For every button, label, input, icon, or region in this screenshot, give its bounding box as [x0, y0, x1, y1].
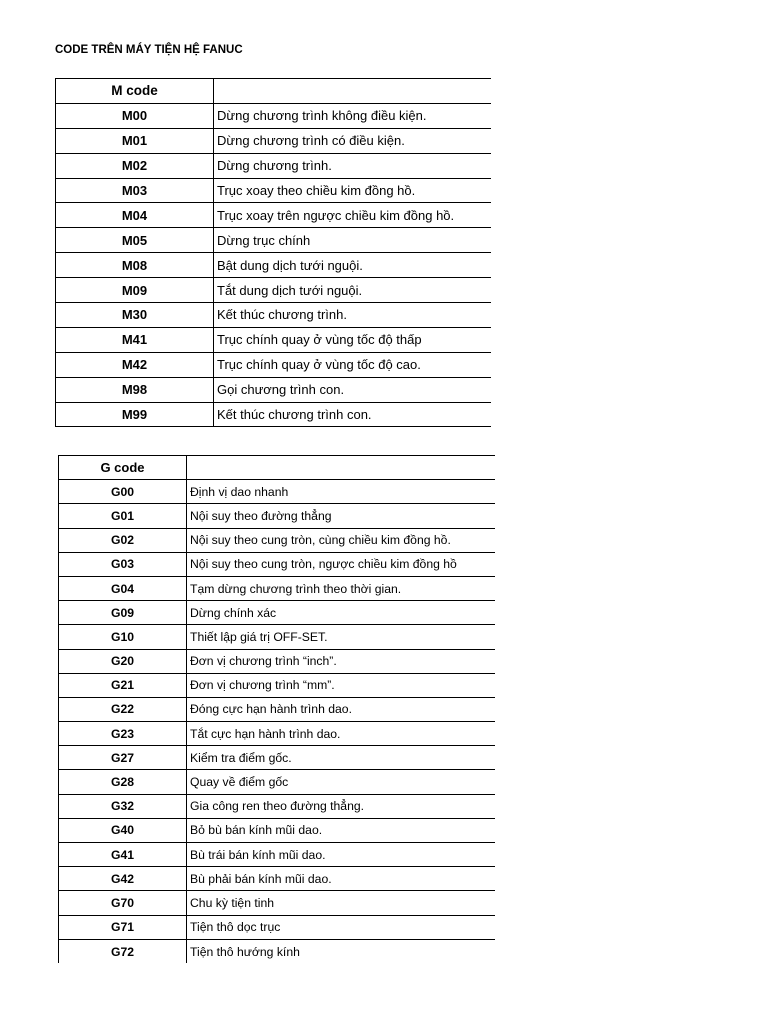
- description-cell: Chu kỳ tiện tinh: [187, 891, 495, 915]
- description-cell: Dừng trục chính: [214, 228, 491, 253]
- description-cell: Đơn vị chương trình “inch”.: [187, 649, 495, 673]
- code-cell: G10: [59, 625, 187, 649]
- g-code-table: [58, 455, 495, 963]
- code-cell: M41: [56, 327, 214, 352]
- description-cell: Trục xoay trên ngược chiều kim đồng hồ.: [214, 203, 491, 228]
- code-cell: G00: [59, 480, 187, 504]
- table-row: [56, 352, 491, 377]
- code-cell: G09: [59, 601, 187, 625]
- code-cell: G42: [59, 867, 187, 891]
- description-cell: Nội suy theo đường thẳng: [187, 504, 495, 528]
- description-cell: Bù phải bán kính mũi dao.: [187, 867, 495, 891]
- description-cell: Quay về điểm gốc: [187, 770, 495, 794]
- table-row: [59, 673, 495, 697]
- code-cell: M99: [56, 402, 214, 427]
- table-row: [59, 818, 495, 842]
- description-cell: Bù trái bán kính mũi dao.: [187, 843, 495, 867]
- table-row: [56, 178, 491, 203]
- code-cell: M03: [56, 178, 214, 203]
- description-cell: Kết thúc chương trình.: [214, 303, 491, 328]
- table-row: [59, 770, 495, 794]
- description-cell: Trục chính quay ở vùng tốc độ cao.: [214, 352, 491, 377]
- table-row: [59, 915, 495, 939]
- code-cell: M00: [56, 103, 214, 128]
- code-cell: G04: [59, 576, 187, 600]
- table-header-row: [56, 79, 491, 104]
- table-row: [59, 867, 495, 891]
- description-cell: Dừng chính xác: [187, 601, 495, 625]
- code-cell: M02: [56, 153, 214, 178]
- table-row: [56, 278, 491, 303]
- code-cell: G21: [59, 673, 187, 697]
- code-cell: M98: [56, 377, 214, 402]
- code-cell: G02: [59, 528, 187, 552]
- description-cell: Tạm dừng chương trình theo thời gian.: [187, 576, 495, 600]
- table-row: [59, 697, 495, 721]
- description-cell: Đơn vị chương trình “mm”.: [187, 673, 495, 697]
- m-code-table-body: [56, 79, 491, 427]
- description-cell: Nội suy theo cung tròn, cùng chiều kim đồng hồ.: [187, 528, 495, 552]
- code-cell: G32: [59, 794, 187, 818]
- g-code-header: G code: [59, 456, 187, 480]
- document-title: CODE TRÊN MÁY TIỆN HỆ FANUC: [55, 44, 243, 56]
- description-cell: Kiểm tra điểm gốc.: [187, 746, 495, 770]
- table-row: [59, 625, 495, 649]
- description-cell: Định vị dao nhanh: [187, 480, 495, 504]
- m-code-table: [55, 78, 491, 427]
- table-row: [56, 128, 491, 153]
- code-cell: G20: [59, 649, 187, 673]
- table-row: [59, 504, 495, 528]
- description-cell: Bật dung dịch tưới nguội.: [214, 253, 491, 278]
- code-cell: G01: [59, 504, 187, 528]
- code-cell: G27: [59, 746, 187, 770]
- m-code-header: M code: [56, 79, 214, 104]
- description-cell: Nội suy theo cung tròn, ngược chiều kim đồng hồ: [187, 552, 495, 576]
- table-row: [59, 649, 495, 673]
- code-cell: G23: [59, 722, 187, 746]
- code-cell: G22: [59, 697, 187, 721]
- table-row: [59, 843, 495, 867]
- code-cell: G71: [59, 915, 187, 939]
- code-cell: G41: [59, 843, 187, 867]
- code-cell: M01: [56, 128, 214, 153]
- table-row: [59, 939, 495, 963]
- code-cell: M05: [56, 228, 214, 253]
- table-row: [59, 794, 495, 818]
- table-row: [59, 601, 495, 625]
- description-cell: Dừng chương trình có điều kiện.: [214, 128, 491, 153]
- table-row: [59, 891, 495, 915]
- table-row: [59, 722, 495, 746]
- code-cell: M09: [56, 278, 214, 303]
- table-row: [56, 103, 491, 128]
- code-cell: G72: [59, 939, 187, 963]
- table-row: [56, 303, 491, 328]
- code-cell: M42: [56, 352, 214, 377]
- description-cell: Tiện thô dọc trục: [187, 915, 495, 939]
- table-row: [56, 377, 491, 402]
- code-cell: G28: [59, 770, 187, 794]
- description-cell: Kết thúc chương trình con.: [214, 402, 491, 427]
- description-cell: Thiết lập giá trị OFF-SET.: [187, 625, 495, 649]
- description-cell: Gọi chương trình con.: [214, 377, 491, 402]
- table-row: [59, 528, 495, 552]
- table-row: [59, 480, 495, 504]
- code-cell: M30: [56, 303, 214, 328]
- code-cell: G70: [59, 891, 187, 915]
- table-row: [56, 153, 491, 178]
- description-cell: Dừng chương trình.: [214, 153, 491, 178]
- g-code-table-body: [59, 456, 495, 964]
- description-cell: Đóng cực hạn hành trình dao.: [187, 697, 495, 721]
- description-cell: Tiện thô hướng kính: [187, 939, 495, 963]
- table-row: [56, 402, 491, 427]
- table-row: [59, 576, 495, 600]
- table-row: [56, 228, 491, 253]
- code-cell: M04: [56, 203, 214, 228]
- description-cell: Trục xoay theo chiều kim đồng hồ.: [214, 178, 491, 203]
- table-row: [56, 203, 491, 228]
- m-description-header: [214, 79, 491, 104]
- table-row: [59, 746, 495, 770]
- code-cell: G40: [59, 818, 187, 842]
- description-cell: Tắt cực hạn hành trình dao.: [187, 722, 495, 746]
- description-cell: Tắt dung dịch tưới nguội.: [214, 278, 491, 303]
- description-cell: Bỏ bù bán kính mũi dao.: [187, 818, 495, 842]
- code-cell: M08: [56, 253, 214, 278]
- code-cell: G03: [59, 552, 187, 576]
- description-cell: Gia công ren theo đường thẳng.: [187, 794, 495, 818]
- table-row: [56, 327, 491, 352]
- g-description-header: [187, 456, 495, 480]
- table-row: [59, 552, 495, 576]
- description-cell: Dừng chương trình không điều kiện.: [214, 103, 491, 128]
- table-row: [56, 253, 491, 278]
- description-cell: Trục chính quay ở vùng tốc độ thấp: [214, 327, 491, 352]
- table-header-row: [59, 456, 495, 480]
